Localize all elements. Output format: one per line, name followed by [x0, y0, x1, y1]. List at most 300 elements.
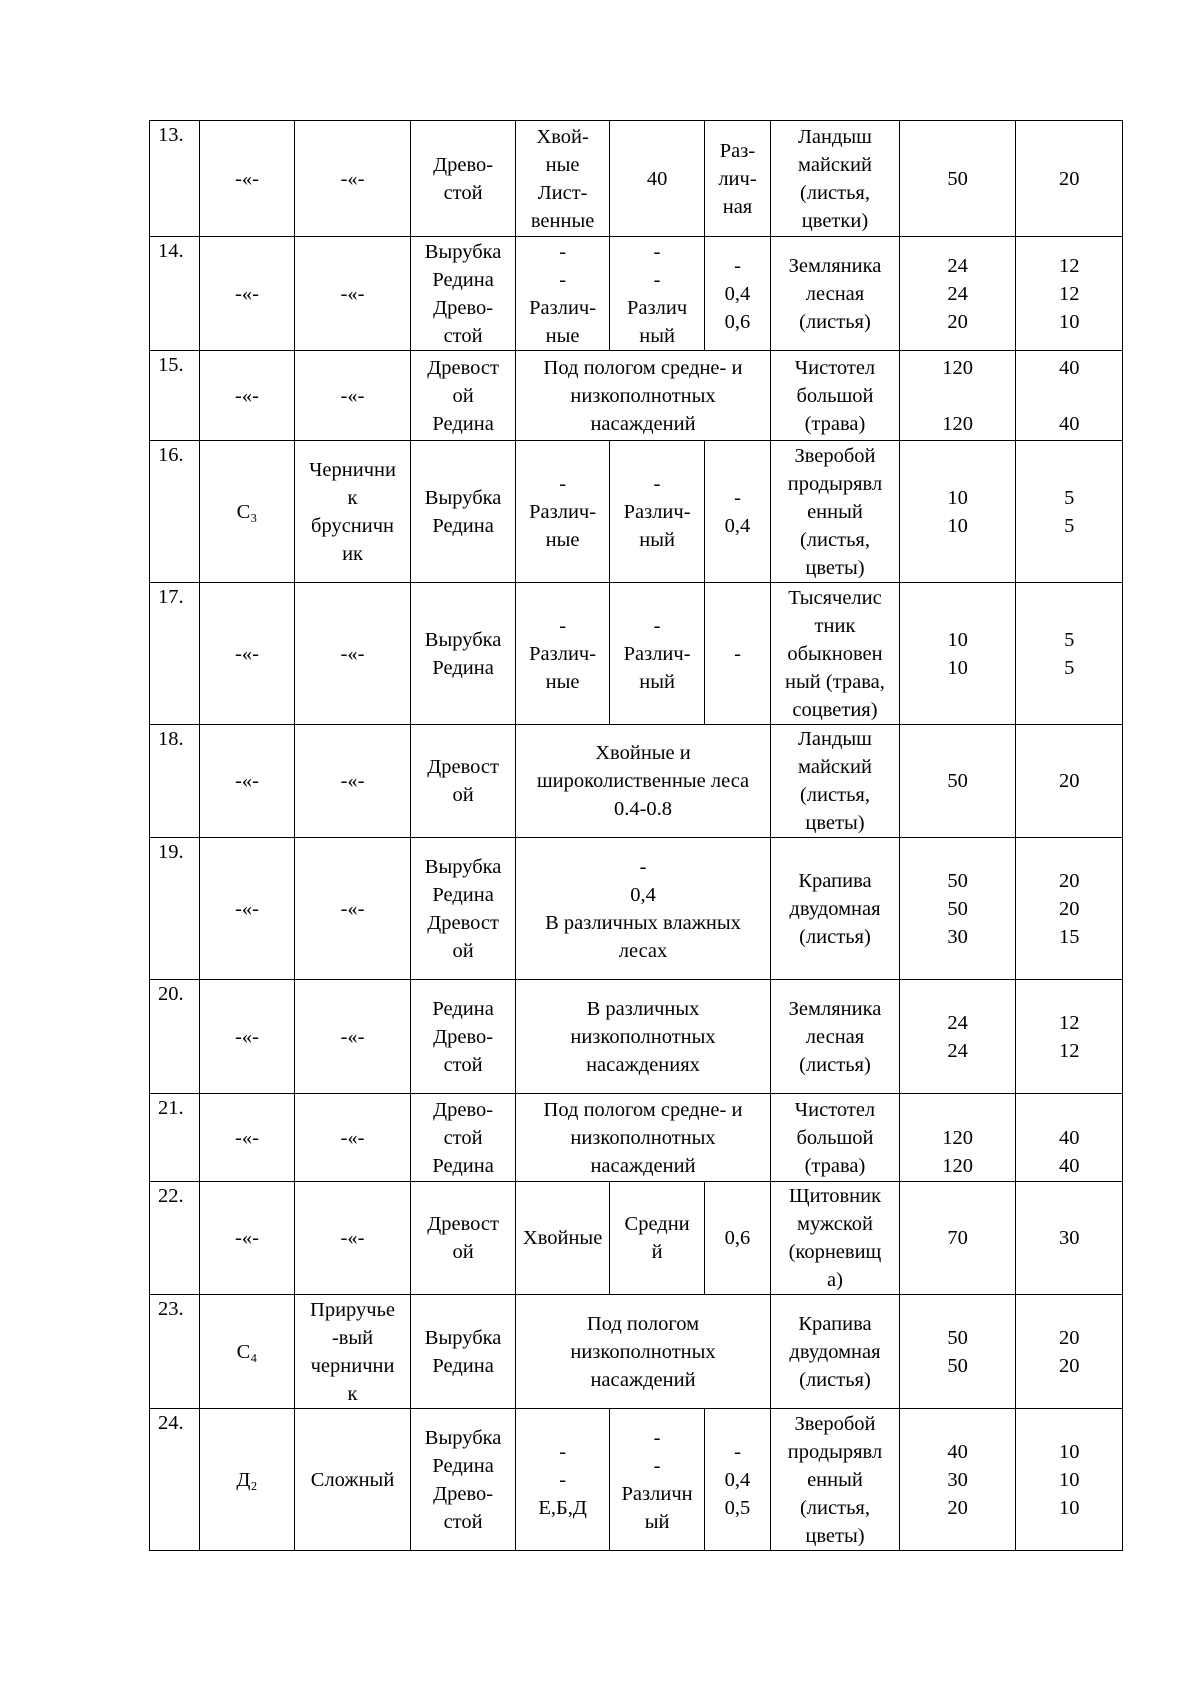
yield-harvest-cell [1016, 838, 1123, 980]
cell-line: 20 [1058, 897, 1080, 920]
cell-line: 24 [947, 1039, 968, 1062]
cell-line: лесная [805, 282, 865, 305]
cell-line: С₄ [236, 1340, 258, 1363]
merged-habitat-cell [515, 1094, 770, 1182]
cell-line: 5 [1064, 486, 1075, 509]
cell-line: 10 [947, 514, 968, 537]
stand-cell [411, 1295, 516, 1409]
cell-line: -«- [235, 897, 259, 920]
cell-line: - [653, 1426, 661, 1449]
cell-line: - [734, 1440, 741, 1463]
density-cell [704, 441, 770, 583]
cell-line: (листья) [799, 925, 871, 948]
cell-line: обыкновен [787, 642, 883, 665]
cell-line: 30 [1058, 1227, 1080, 1249]
forest-type-cell [294, 1094, 411, 1182]
plant-cell [771, 583, 900, 725]
cell-line: Щитовник [788, 1185, 882, 1207]
cell-line: 12 [1058, 1039, 1080, 1062]
cell-line: ой [452, 939, 474, 962]
cell-line: 0,6 [724, 1227, 751, 1249]
cell-line: 12 [1058, 1011, 1080, 1034]
yield-harvest-cell [1016, 1295, 1123, 1409]
cell-line: 30 [947, 925, 968, 948]
yield-harvest-cell [1016, 1182, 1123, 1295]
cell-line: (листья, [799, 1496, 870, 1519]
cell-line: Вырубка [424, 486, 502, 509]
cell-line: Под пологом средне- и [543, 356, 743, 379]
yield-harvest-cell [1016, 441, 1123, 583]
cell-line: -«- [235, 1025, 259, 1048]
soil-type-cell [200, 121, 294, 237]
cell-line: ные [545, 153, 580, 176]
cell-line: а) [827, 1269, 843, 1291]
cell-line: Редина [432, 997, 494, 1020]
age-cell [610, 121, 704, 237]
row-number-cell: 23. [150, 1295, 200, 1409]
row-number-cell: 24. [150, 1409, 200, 1551]
table-row [150, 980, 1123, 1094]
cell-line: 120 [942, 412, 973, 435]
cell-line: Различн [621, 1482, 693, 1505]
species-cell [515, 237, 609, 351]
cell-line: -вый [331, 1326, 374, 1349]
cell-line: стой [443, 1510, 483, 1533]
yield-max-cell [899, 725, 1016, 838]
row-number-cell: 14. [150, 237, 200, 351]
cell-line: Различ- [529, 296, 597, 319]
density-cell [704, 1409, 770, 1551]
plant-cell [771, 838, 900, 980]
cell-line: 20 [947, 310, 968, 333]
row-number-cell: 22. [150, 1182, 200, 1295]
cell-line: (листья) [799, 1368, 871, 1391]
merged-habitat-cell [515, 351, 770, 441]
cell-line: продырявл [787, 472, 883, 495]
cell-line: 10 [1058, 1496, 1080, 1519]
stand-cell [411, 838, 516, 980]
cell-line: 10 [1058, 310, 1080, 333]
cell-line: 40 [1058, 1154, 1080, 1177]
cell-line: соцветия) [792, 698, 878, 721]
stand-cell [411, 583, 516, 725]
plant-resources-table [149, 120, 1123, 1551]
soil-type-cell [200, 441, 294, 583]
cell-line: стой [443, 324, 483, 347]
row-number-cell: 18. [150, 725, 200, 838]
cell-line: 0,5 [724, 1496, 751, 1519]
age-cell [610, 1182, 704, 1295]
table-row [150, 237, 1123, 351]
cell-line: енный [807, 500, 863, 523]
stand-cell [411, 237, 516, 351]
cell-line: лесная [805, 1025, 865, 1048]
cell-line: 0.4-0.8 [613, 798, 673, 820]
cell-line: майский [798, 153, 872, 176]
cell-line: Древост [427, 1213, 499, 1235]
cell-line: Древо- [433, 1482, 494, 1505]
cell-line: Различ- [529, 500, 597, 523]
soil-type-cell [200, 980, 294, 1094]
cell-line: Редина [432, 514, 494, 537]
cell-line: ик [342, 542, 363, 565]
table-row [150, 441, 1123, 583]
cell-line: Хвойные [522, 1227, 603, 1249]
cell-line: - [653, 614, 661, 637]
yield-max-cell [899, 583, 1016, 725]
cell-line: низкополнотных [570, 1126, 716, 1149]
cell-line: мужской [796, 1213, 873, 1235]
table-row [150, 1094, 1123, 1182]
cell-line: 0,4 [724, 282, 751, 305]
cell-line: 40 [947, 1440, 968, 1463]
species-cell [515, 583, 609, 725]
row-number-cell: 17. [150, 583, 200, 725]
cell-line: - [653, 472, 661, 495]
row-number-cell: 20. [150, 980, 200, 1094]
cell-line: ой [452, 384, 474, 407]
table-row [150, 1182, 1123, 1295]
cell-line: Земляника [788, 254, 882, 277]
cell-line: - [639, 855, 647, 878]
soil-type-cell [200, 1409, 294, 1551]
cell-line: 10 [947, 486, 968, 509]
cell-line: -«- [340, 282, 365, 305]
row-number-cell: 13. [150, 121, 200, 237]
cell-line: Вырубка [424, 1326, 502, 1349]
cell-line: - [559, 1440, 567, 1463]
cell-line: Крапива [798, 869, 872, 892]
cell-line: 40 [1058, 1126, 1080, 1149]
cell-line: Древо- [433, 1098, 494, 1121]
cell-line: 10 [947, 656, 968, 679]
age-cell [610, 237, 704, 351]
yield-max-cell [899, 1182, 1016, 1295]
cell-line: Средни [624, 1213, 690, 1235]
cell-line: 40 [646, 167, 668, 190]
cell-line: 10 [1058, 1440, 1080, 1463]
cell-line: Редина [432, 656, 494, 679]
cell-line: 5 [1064, 628, 1075, 651]
cell-line: Ландыш [798, 125, 872, 148]
cell-line: -«- [235, 282, 259, 305]
cell-line: ные [545, 670, 580, 693]
cell-line: Лист- [537, 181, 588, 204]
cell-line: -«- [235, 1126, 259, 1149]
cell-line: лич- [718, 167, 757, 190]
yield-harvest-cell [1016, 121, 1123, 237]
cell-line: 0,4 [724, 514, 751, 537]
age-cell [610, 1409, 704, 1551]
plant-cell [771, 441, 900, 583]
stand-cell [411, 1094, 516, 1182]
yield-max-cell [899, 1094, 1016, 1182]
cell-line: большой [796, 384, 874, 407]
cell-line: 50 [947, 897, 968, 920]
cell-line: Вырубка [424, 240, 502, 263]
stand-cell [411, 351, 516, 441]
cell-line: 50 [947, 167, 968, 190]
cell-line: Тысячелис [788, 586, 882, 609]
cell-line: - [653, 240, 661, 263]
cell-line: Различ [627, 296, 688, 319]
stand-cell [411, 1409, 516, 1551]
cell-line: 12 [1058, 282, 1080, 305]
table-row [150, 725, 1123, 838]
cell-line: брусничн [311, 514, 395, 537]
cell-line: Чернични [309, 458, 396, 481]
cell-line: Е,Б,Д [538, 1496, 587, 1519]
density-cell [704, 121, 770, 237]
yield-harvest-cell [1016, 725, 1123, 838]
forest-type-cell [294, 1409, 411, 1551]
cell-line: ный [639, 528, 675, 551]
cell-line: - [734, 254, 741, 277]
cell-line: Раз- [719, 139, 756, 162]
cell-line: 24 [947, 1011, 968, 1034]
yield-harvest-cell [1016, 1409, 1123, 1551]
cell-line: 120 [942, 1154, 973, 1177]
cell-line: (корневищ [788, 1241, 882, 1263]
cell-line: (листья, [799, 528, 870, 551]
soil-type-cell [200, 237, 294, 351]
cell-line: 20 [947, 1496, 968, 1519]
table-body [150, 121, 1123, 1551]
cell-line: -«- [235, 770, 259, 792]
cell-line: стой [443, 1053, 483, 1076]
cell-line [1018, 382, 1120, 410]
cell-line: Редина [432, 268, 494, 291]
forest-type-cell [294, 441, 411, 583]
cell-line: цветы) [805, 556, 865, 579]
cell-line: Древост [427, 356, 499, 379]
cell-line: Древо- [433, 153, 494, 176]
yield-max-cell [899, 1295, 1016, 1409]
cell-line: Сложный [310, 1468, 395, 1491]
table-row [150, 1409, 1123, 1551]
yield-harvest-cell [1016, 351, 1123, 441]
stand-cell [411, 725, 516, 838]
cell-line: 120 [942, 356, 973, 379]
forest-type-cell [294, 980, 411, 1094]
cell-line: (листья) [799, 310, 871, 333]
cell-line: Приручье [310, 1298, 396, 1321]
merged-habitat-cell [515, 725, 770, 838]
soil-type-cell [200, 1182, 294, 1295]
cell-line: широколиственные леса [536, 770, 750, 792]
cell-line: Зверобой [794, 1412, 876, 1435]
cell-line: 5 [1064, 656, 1075, 679]
cell-line: ный [639, 324, 675, 347]
cell-line: цветы) [805, 1524, 865, 1547]
cell-line: Древост [427, 756, 499, 778]
cell-line: й [651, 1241, 663, 1263]
species-cell [515, 1182, 609, 1295]
row-number-cell: 19. [150, 838, 200, 980]
yield-max-cell [899, 237, 1016, 351]
soil-type-cell [200, 583, 294, 725]
cell-line: 20 [1058, 1354, 1080, 1377]
cell-line: майский [798, 756, 872, 778]
yield-max-cell [899, 121, 1016, 237]
cell-line: 10 [947, 628, 968, 651]
cell-line: Хвойные и [595, 742, 691, 764]
cell-line: насаждений [590, 1154, 696, 1177]
forest-type-cell [294, 1295, 411, 1409]
cell-line: 120 [942, 1126, 973, 1149]
cell-line: -«- [340, 167, 365, 190]
row-number-cell: 21. [150, 1094, 200, 1182]
stand-cell [411, 121, 516, 237]
cell-line: 20 [1058, 770, 1080, 792]
yield-max-cell [899, 441, 1016, 583]
cell-line: Хвой- [536, 125, 589, 148]
cell-line: -«- [340, 1227, 365, 1249]
cell-line: 50 [947, 770, 968, 792]
cell-line: -«- [235, 642, 259, 665]
cell-line: - [653, 268, 661, 291]
cell-line: ой [452, 784, 474, 806]
yield-harvest-cell [1016, 1094, 1123, 1182]
soil-type-cell [200, 351, 294, 441]
stand-cell [411, 1182, 516, 1295]
cell-line: цветы) [805, 812, 865, 834]
cell-line [1018, 1096, 1120, 1124]
cell-line: -«- [340, 642, 365, 665]
cell-line: Вырубка [424, 1426, 502, 1449]
plant-cell [771, 980, 900, 1094]
cell-line: Древост [427, 911, 499, 934]
cell-line [902, 382, 1014, 410]
cell-line: Крапива [798, 1312, 872, 1335]
plant-cell [771, 1295, 900, 1409]
cell-line: низкополнотных [570, 1025, 716, 1048]
cell-line: - [559, 472, 567, 495]
cell-line: 30 [947, 1468, 968, 1491]
yield-harvest-cell [1016, 980, 1123, 1094]
row-number-cell: 16. [150, 441, 200, 583]
cell-line: - [559, 614, 567, 637]
plant-cell [771, 121, 900, 237]
cell-line: ные [545, 528, 580, 551]
cell-line: чернични [310, 1354, 395, 1377]
cell-line: продырявл [787, 1440, 883, 1463]
table-row [150, 583, 1123, 725]
cell-line: (листья) [799, 1053, 871, 1076]
cell-line: ный [639, 670, 675, 693]
cell-line: 0,4 [724, 1468, 751, 1491]
cell-line: Д₂ [236, 1468, 258, 1491]
cell-line: Вырубка [424, 855, 502, 878]
cell-line: Вырубка [424, 628, 502, 651]
merged-habitat-cell [515, 1295, 770, 1409]
cell-line: 20 [1058, 167, 1080, 190]
cell-line: насаждений [590, 412, 696, 435]
cell-line: - [653, 1454, 661, 1477]
table-row [150, 838, 1123, 980]
cell-line: -«- [340, 770, 365, 792]
cell-line: большой [796, 1126, 874, 1149]
cell-line: лесах [618, 939, 668, 962]
species-cell [515, 441, 609, 583]
cell-line: - [559, 268, 567, 291]
cell-line: В различных [586, 997, 700, 1020]
cell-line: Под пологом [586, 1312, 700, 1335]
cell-line: 20 [1058, 1326, 1080, 1349]
stand-cell [411, 441, 516, 583]
cell-line: - [734, 642, 741, 665]
merged-habitat-cell [515, 980, 770, 1094]
cell-line: С₃ [236, 500, 258, 523]
cell-line: 0,4 [630, 883, 656, 906]
cell-line: насаждений [590, 1368, 696, 1391]
cell-line: -«- [235, 384, 259, 407]
cell-line: к [347, 1382, 358, 1405]
cell-line: ная [722, 195, 753, 218]
soil-type-cell [200, 1094, 294, 1182]
yield-harvest-cell [1016, 583, 1123, 725]
cell-line: Чистотел [794, 356, 876, 379]
cell-line: Под пологом средне- и [543, 1098, 743, 1121]
table-row [150, 1295, 1123, 1409]
cell-line: Различ- [529, 642, 597, 665]
cell-line: 40 [1058, 356, 1080, 379]
cell-line: к [347, 486, 358, 509]
cell-line: Древо- [433, 296, 494, 319]
cell-line: 0,6 [724, 310, 751, 333]
cell-line: Редина [432, 1154, 494, 1177]
cell-line: ный (трава, [785, 670, 885, 693]
cell-line: (трава) [804, 412, 866, 435]
density-cell [704, 1182, 770, 1295]
cell-line: венные [530, 209, 595, 232]
forest-type-cell [294, 583, 411, 725]
cell-line: 40 [1058, 412, 1080, 435]
yield-max-cell [899, 980, 1016, 1094]
species-cell [515, 1409, 609, 1551]
forest-type-cell [294, 725, 411, 838]
cell-line: ый [644, 1510, 670, 1533]
yield-max-cell [899, 838, 1016, 980]
species-cell [515, 121, 609, 237]
cell-line: -«- [340, 1126, 365, 1149]
cell-line: 5 [1064, 514, 1075, 537]
plant-cell [771, 237, 900, 351]
soil-type-cell [200, 1295, 294, 1409]
plant-cell [771, 725, 900, 838]
yield-max-cell [899, 1409, 1016, 1551]
cell-line: 12 [1058, 254, 1080, 277]
cell-line: Редина [432, 1454, 494, 1477]
cell-line: В различных влажных [545, 911, 741, 934]
stand-cell [411, 980, 516, 1094]
cell-line [902, 1096, 1014, 1124]
density-cell [704, 583, 770, 725]
cell-line: - [559, 1468, 567, 1491]
table-row [150, 121, 1123, 237]
cell-line: 50 [947, 1354, 968, 1377]
cell-line: -«- [235, 1227, 259, 1249]
soil-type-cell [200, 725, 294, 838]
plant-cell [771, 1182, 900, 1295]
cell-line: ой [452, 1241, 474, 1263]
cell-line: Чистотел [794, 1098, 876, 1121]
forest-type-cell [294, 1182, 411, 1295]
cell-line: низкополнотных [570, 384, 716, 407]
density-cell [704, 237, 770, 351]
cell-line: Зверобой [794, 444, 876, 467]
forest-type-cell [294, 237, 411, 351]
